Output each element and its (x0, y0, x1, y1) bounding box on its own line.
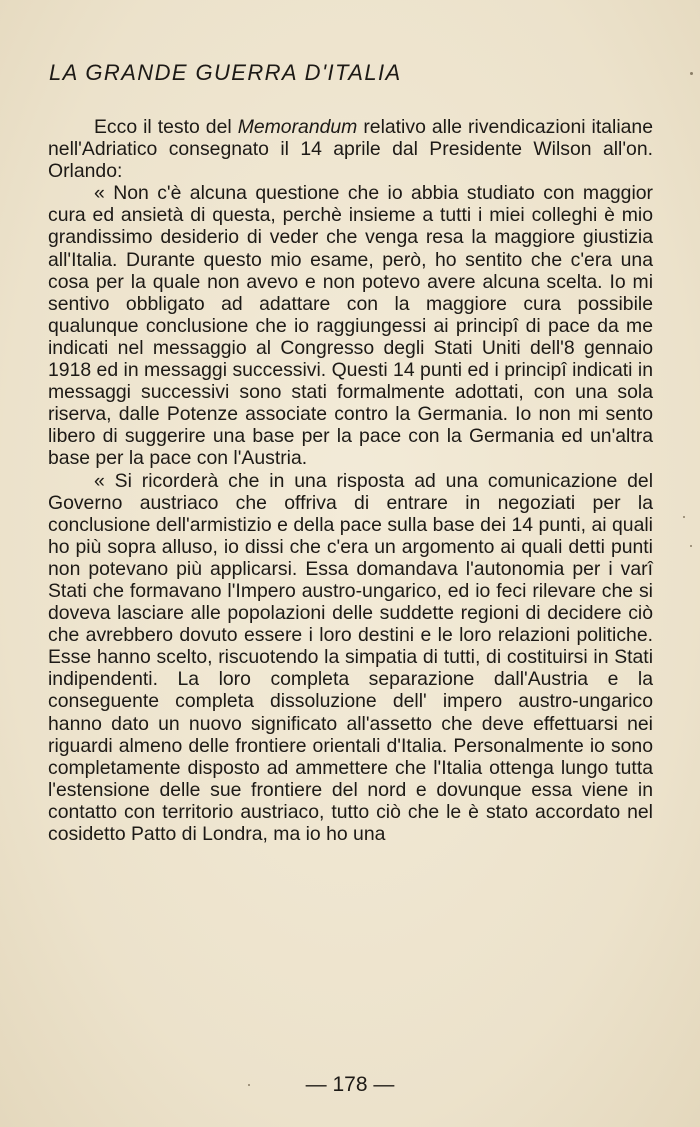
paper-speck (248, 1084, 250, 1086)
paper-speck (690, 72, 693, 75)
paper-speck (683, 516, 685, 518)
paragraph-text: Ecco il testo del (94, 116, 238, 138)
paragraph-quote-2 (48, 470, 653, 846)
body-text (48, 116, 653, 845)
paragraph-quote-1 (48, 182, 653, 469)
memorandum-italic: Memorandum (237, 116, 358, 138)
paragraph-memorandum-intro (48, 116, 653, 182)
paragraph-text: « Non c'è alcuna questione che io abbia studiato con maggior cura ed ansietà di questa, perchè insieme a tutti i miei colleghi è mio grandissimo desiderio di veder che venga resa la maggiore giustizia all'Italia. Durante questo mio esame, però, ho sentito che c'era una cosa per la quale non avevo e non potevo avere alcuna scelta. Io mi sentivo obbligato ad adattare con la maggiore cura possibile qualunque conclusione che io raggiungessi ai principî di pace da me indicati nel messaggio al Congresso degli Stati Uniti dell'8 gennaio 1918 ed in messaggi successivi. Questi 14 punti ed i principî indicati in messaggi successivi sono stati formalmente adottati, con una sola riserva, dalle Potenze associate contro la Germania. Io non mi sento libero di suggerire una base per la pace con la Germania ed un'altra base per la pace con l'Austria. (48, 182, 653, 470)
page-number: — 178 — (305, 1073, 395, 1096)
running-head: LA GRANDE GUERRA D'ITALIA (49, 60, 402, 85)
paper-speck (690, 545, 692, 547)
paragraph-text: relativo alle rivendicazioni italiane nell'Adriatico consegnato il 14 aprile dal Presidente Wilson all'on. Orlando: (48, 116, 653, 183)
paragraph-text: « Si ricorderà che in una risposta ad una comunicazione del Governo austriaco che offriva di entrare in negoziati per la conclusione dell'armistizio e della pace sulla base dei 14 punti, ai quali ho più sopra alluso, io dissi che c'era un argomento ai quali detti punti non potevano più applicarsi. Essa domandava l'autonomia per i varî Stati che formavano l'Impero austro-ungarico, ed io feci rilevare che si doveva lasciare alle popolazioni delle suddette regioni di decidere ciò che avrebbero dovuto essere i loro destini e le loro relazioni politiche. Esse hanno scelto, riscuotendo la simpatia di tutti, di costituirsi in Stati indipendenti. La loro completa separazione dall'Austria e la conseguente completa dissoluzione dell' impero austro-ungarico hanno dato un nuovo significato all'assetto che deve effettuarsi nei riguardi almeno delle frontiere orientali d'Italia. Personalmente io sono completamente disposto ad ammettere che l'Italia ottenga lungo tutta l'estensione delle sue frontiere del nord e dovunque essa viene in contatto con territorio austriaco, tutto ciò che le è stato accordato nel cosidetto Patto di Londra, ma io ho una (48, 469, 653, 845)
